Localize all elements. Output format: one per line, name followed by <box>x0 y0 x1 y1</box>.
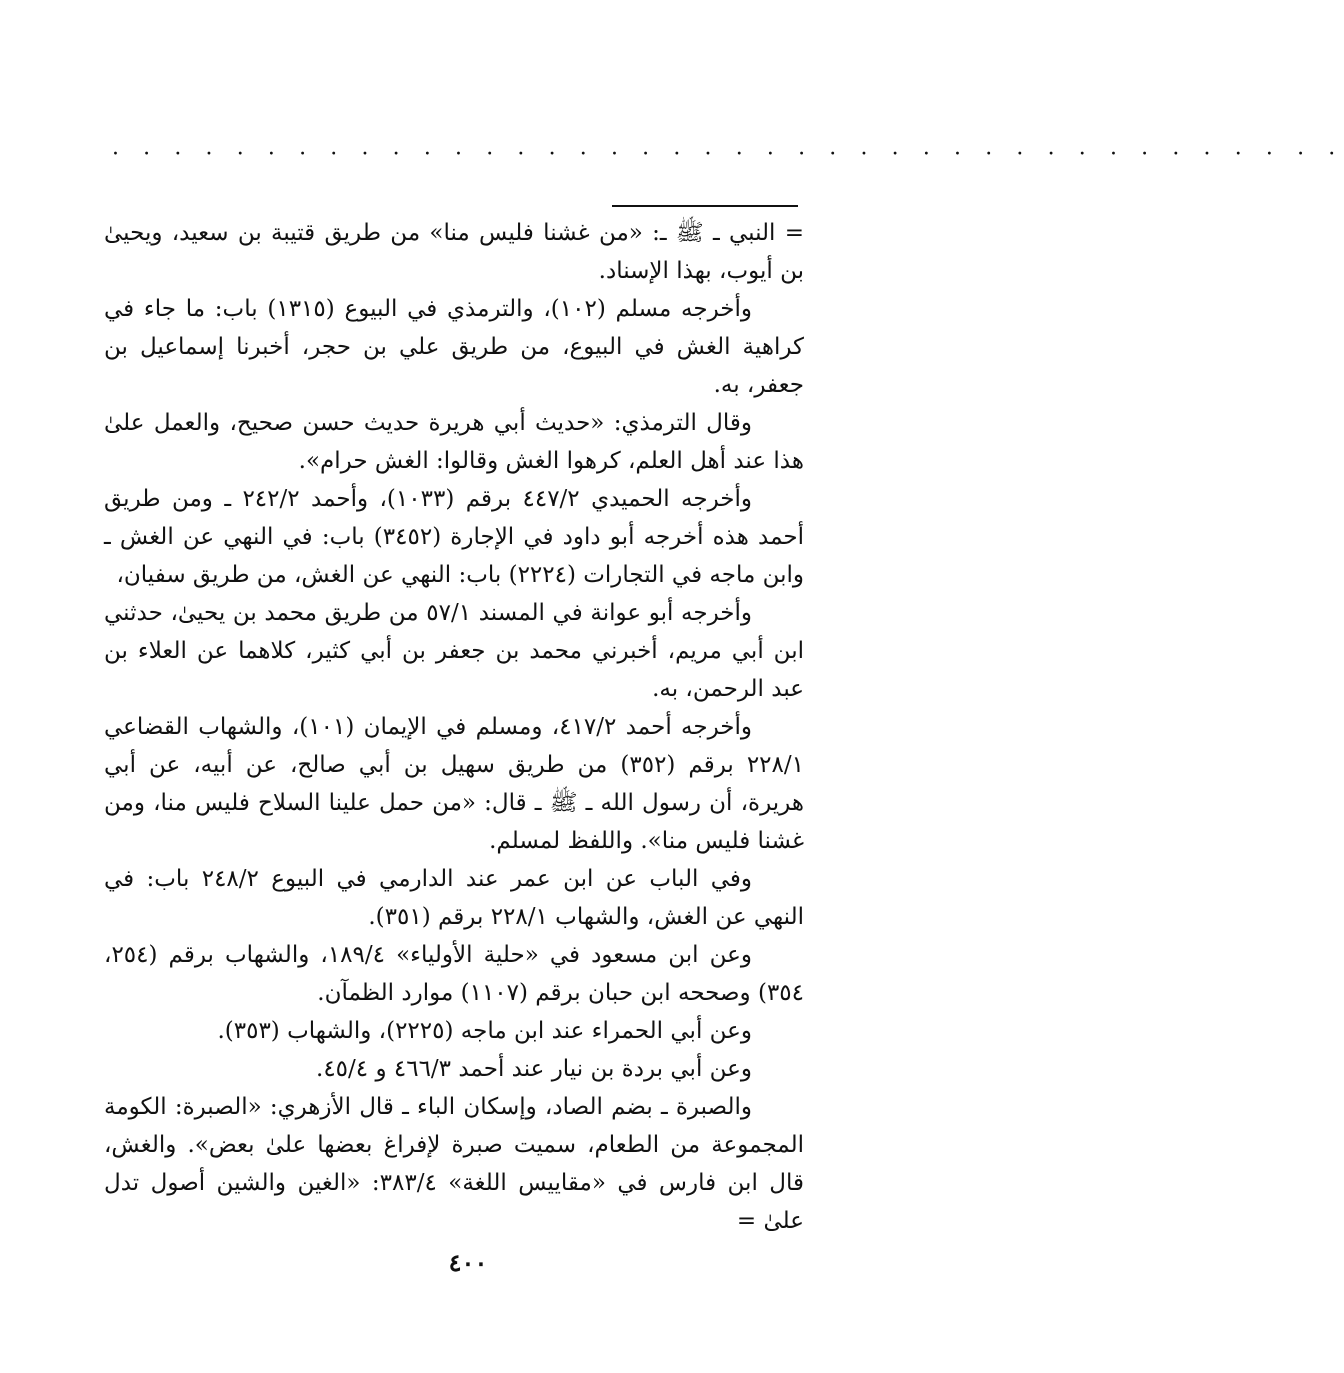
footnote-paragraph-11: والصبرة ـ بضم الصاد، وإسكان الباء ـ قال الأزهري: «الصبرة: الكومة المجموعة من الطعام، سميت صبرة لإفراغ بعضها علىٰ بعض». والغش، قال ابن فارس في «مقاييس اللغة» ٣٨٣/٤: «الغين والشين أصول تدل علىٰ = <box>104 1094 804 1234</box>
footnote-rule <box>612 205 798 207</box>
footnote-paragraph-3: وقال الترمذي: «حديث أبي هريرة حديث حسن صحيح، والعمل علىٰ هذا عند أهل العلم، كرهوا الغش وقالوا: الغش حرام». <box>104 410 804 474</box>
footnote-paragraph-7: وفي الباب عن ابن عمر عند الدارمي في البيوع ٢٤٨/٢ باب: في النهي عن الغش، والشهاب ٢٢٨/١ برقم (٣٥١). <box>104 866 804 930</box>
footnote-paragraph-9: وعن أبي الحمراء عند ابن ماجه (٢٢٢٥)، والشهاب (٣٥٣). <box>217 1018 752 1044</box>
footnote-paragraph-6: وأخرجه أحمد ٤١٧/٢، ومسلم في الإيمان (١٠١)، والشهاب القضاعي ٢٢٨/١ برقم (٣٥٢) من طريق سهيل بن أبي صالح، عن أبيه، عن أبي هريرة، أن رسول الله ـ ﷺ ـ قال: «من حمل علينا السلاح فليس منا، ومن غشنا فليس منا». واللفظ لمسلم. <box>104 714 804 854</box>
footnote-paragraph-4: وأخرجه الحميدي ٤٤٧/٢ برقم (١٠٣٣)، وأحمد ٢٤٢/٢ ـ ومن طريق أحمد هذه أخرجه أبو داود في الإجارة (٣٤٥٢) باب: في النهي عن الغش ـ وابن ماجه في التجارات (٢٢٢٤) باب: النهي عن الغش، من طريق سفيان، <box>104 486 805 588</box>
footnote-paragraph-2: وأخرجه مسلم (١٠٢)، والترمذي في البيوع (١٣١٥) باب: ما جاء في كراهية الغش في البيوع، من طريق علي بن حجر، أخبرنا إسماعيل بن جعفر، به. <box>104 296 804 398</box>
dotted-separator: · · · · · · · · · · · · · · · · · · · · · · · · · · · · · · · · · · · · · · · · <box>112 142 1344 167</box>
footnote-paragraph-5: وأخرجه أبو عوانة في المسند ٥٧/١ من طريق محمد بن يحيىٰ، حدثني ابن أبي مريم، أخبرني محمد بن جعفر بن أبي كثير، كلاهما عن العلاء بن عبد الرحمن، به. <box>104 600 804 702</box>
footnote-paragraph-1: = النبي ـ ﷺ ـ: «من غشنا فليس منا» من طريق قتيبة بن سعيد، ويحيىٰ بن أيوب، بهذا الإسناد. <box>104 220 804 284</box>
footnote-paragraph-8: وعن ابن مسعود في «حلية الأولياء» ١٨٩/٤، والشهاب برقم (٢٥٤، ٣٥٤) وصححه ابن حبان برقم (١١٠٧) موارد الظمآن. <box>104 942 804 1006</box>
page-number: ٤٠٠ <box>448 1248 488 1277</box>
footnote-text <box>104 214 804 1240</box>
footnote-paragraph-10: وعن أبي بردة بن نيار عند أحمد ٤٦٦/٣ و ٤٥/٤. <box>316 1056 752 1082</box>
